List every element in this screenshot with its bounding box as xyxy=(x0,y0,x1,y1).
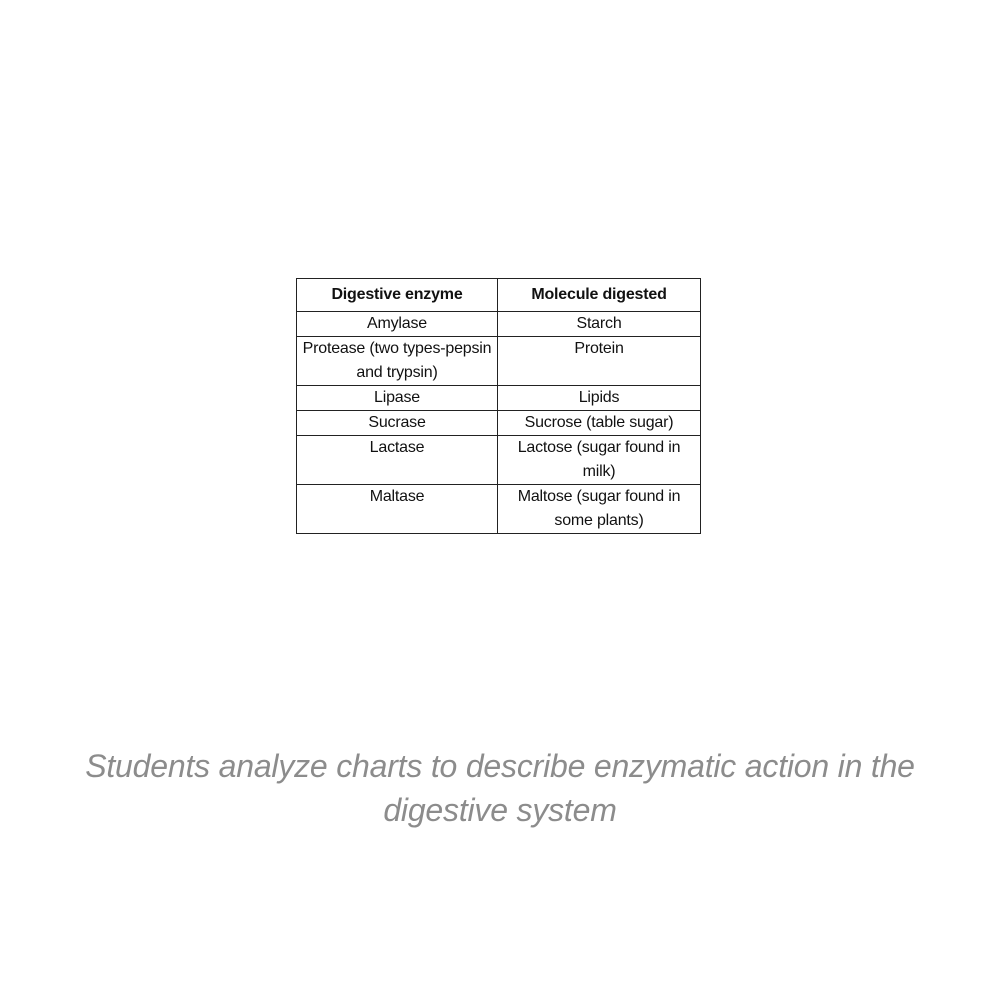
table-row xyxy=(297,337,701,386)
enzyme-cell: Lactase xyxy=(297,436,498,485)
table-row xyxy=(297,411,701,436)
molecule-cell: Lactose (sugar found in milk) xyxy=(498,436,701,485)
molecule-cell: Starch xyxy=(498,312,701,337)
header-digestive-enzyme: Digestive enzyme xyxy=(297,279,498,312)
header-molecule-digested: Molecule digested xyxy=(498,279,701,312)
molecule-cell: Lipids xyxy=(498,386,701,411)
table-row xyxy=(297,312,701,337)
caption: Students analyze charts to describe enzymatic action in the digestive system xyxy=(85,748,915,828)
molecule-cell: Maltose (sugar found in some plants) xyxy=(498,485,701,534)
molecule-cell: Protein xyxy=(498,337,701,386)
table-row xyxy=(297,485,701,534)
enzyme-cell: Maltase xyxy=(297,485,498,534)
table-row xyxy=(297,386,701,411)
enzyme-cell: Lipase xyxy=(297,386,498,411)
molecule-cell: Sucrose (table sugar) xyxy=(498,411,701,436)
enzyme-cell: Sucrase xyxy=(297,411,498,436)
enzyme-table xyxy=(296,278,701,534)
enzyme-cell: Protease (two types-pepsin and trypsin) xyxy=(297,337,498,386)
enzyme-cell: Amylase xyxy=(297,312,498,337)
table-row xyxy=(297,436,701,485)
table-header-row xyxy=(297,279,701,312)
